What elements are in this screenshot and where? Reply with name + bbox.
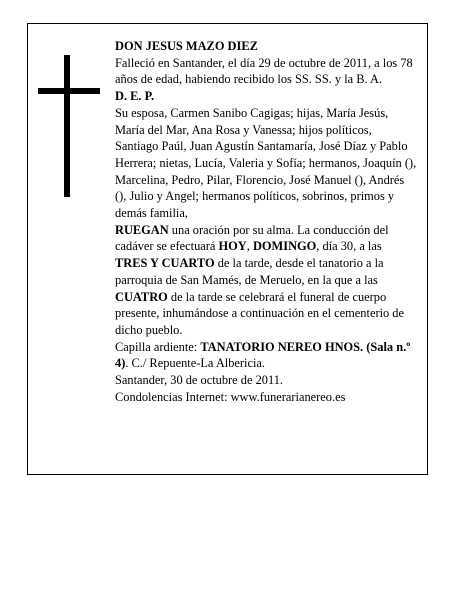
departure-text: de la tarde, desde el tanatorio a la parroquia de San Mamés, de Meruelo, en la que a las — [115, 256, 384, 287]
funeral-text: de la tarde se celebrará el funeral de cuerpo presente, inhumándose a continuación en el cementerio de dicho pueblo. — [115, 289, 405, 337]
dep-heading: D. E. P. — [115, 89, 155, 104]
ceremony-paragraph — [115, 222, 417, 339]
domingo-word: DOMINGO — [252, 239, 317, 254]
chapel-name: TANATORIO NEREO HNOS. (Sala n.º 4) — [115, 339, 411, 371]
cross-horizontal-bar — [38, 88, 100, 94]
hoy-word: HOY — [218, 239, 247, 254]
comma-text: , — [246, 239, 253, 254]
cross-icon — [38, 55, 100, 197]
ruegan-word: RUEGAN — [115, 222, 169, 237]
prayer-text: una oración por su alma. La conducción del cadáver se efectuará — [115, 222, 389, 254]
obituary-text — [115, 38, 417, 405]
funeral-time: CUATRO — [115, 289, 168, 304]
departure-time: TRES Y CUARTO — [115, 256, 215, 271]
place-date: Santander, 30 de octubre de 2011. — [115, 373, 283, 388]
chapel-paragraph — [115, 339, 417, 372]
chapel-label: Capilla ardiente: — [115, 339, 201, 354]
deceased-name: DON JESUS MAZO DIEZ — [115, 39, 258, 53]
death-paragraph: Falleció en Santander, el día 29 de octubre de 2011, a los 78 años de edad, habiendo recibido los SS. SS. y la B. A. — [115, 55, 413, 87]
day-text: , día 30, a las — [316, 239, 382, 254]
family-paragraph: Su esposa, Carmen Sanibo Cagigas; hijas, María Jesús, María del Mar, Ana Rosa y Vanessa; hijos políticos, Santiago Paúl, Juan Agustín Santamaría, José Díaz y Pablo Herrera; nietas, Lucía, Valeria y Sofía; hermanos, Joaquín (), Marcelina, Pedro, Pilar, Florencio, José Manuel (), Andrés (), Julio y Angel; hermanos políticos, sobrinos, primos y demás familia, — [115, 105, 417, 221]
chapel-address: . C./ Repuente-La Albericia. — [125, 356, 266, 371]
cross-vertical-bar — [64, 55, 70, 197]
condolences-line: Condolencias Internet: www.funerarianereo.es — [115, 389, 346, 404]
